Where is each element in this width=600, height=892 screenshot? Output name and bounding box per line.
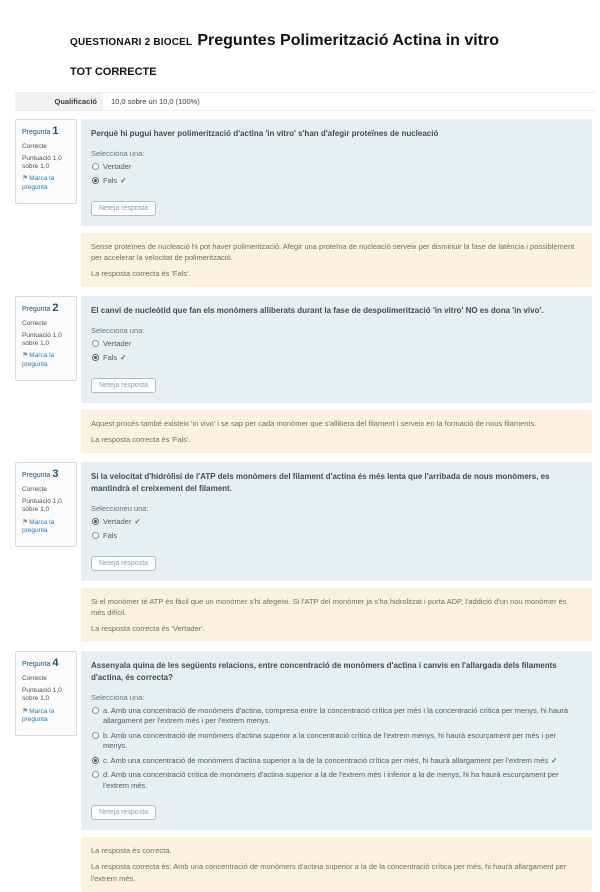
correct-check-icon: ✓ xyxy=(134,516,141,526)
option-label: b. Amb una concentració de monòmers d'actina superior a la concentració crítica de l'extrem menys, hi haurà escurçament per més i per menys. xyxy=(103,730,557,751)
radio-option-c[interactable] xyxy=(91,756,582,767)
question-formulation xyxy=(81,462,592,580)
question-word: Pregunta xyxy=(22,472,51,480)
question-state: Correcte xyxy=(22,142,47,150)
flag-icon: ⚑ xyxy=(22,175,29,183)
grade-label: Qualificació xyxy=(15,93,103,110)
flag-label: Marca la pregunta xyxy=(22,175,55,191)
question-number xyxy=(22,302,71,316)
correct-check-icon: ✓ xyxy=(551,755,558,765)
feedback-box xyxy=(81,410,592,454)
question-word: Pregunta xyxy=(22,129,51,136)
flag-label: Marca la pregunta xyxy=(22,352,55,369)
feedback-text: La resposta és correcta. xyxy=(91,846,172,856)
question-info-2 xyxy=(15,296,77,381)
question-info-3 xyxy=(15,462,77,547)
radio-option-vertader[interactable] xyxy=(91,339,582,350)
review-subtitle: TOT CORRECTE xyxy=(70,66,157,78)
question-points: Puntuació 1,0 sobre 1,0 xyxy=(22,498,62,514)
feedback-text: Sense proteïnes de nucleació hi pot haver polimerització. Afegir una proteïna de nucleació serveix per disminuir la fase de latència i possiblement per accelerar la velocitat de polimerització. xyxy=(91,241,575,262)
question-word: Pregunta xyxy=(22,661,51,669)
radio-option-d[interactable] xyxy=(91,770,582,791)
question-block-3 xyxy=(15,462,592,642)
radio-icon[interactable] xyxy=(92,354,99,361)
question-formulation xyxy=(81,296,592,403)
radio-option-b[interactable] xyxy=(91,731,582,752)
option-label: Vertader xyxy=(103,516,132,526)
question-number xyxy=(22,468,71,482)
question-block-4 xyxy=(15,651,592,891)
radio-option-vertader[interactable] xyxy=(91,517,582,528)
question-formulation xyxy=(81,119,592,226)
flag-label: Marca la pregunta xyxy=(22,518,55,535)
option-label: a. Amb una concentració de monòmers d'actina, compresa entre la concentració crítica per més i la concentració crítica per menys, hi haurà allargament per l'extrem més i per l'extrem menys. xyxy=(103,705,568,726)
correct-answer-text: La resposta correcta és 'Fals'. xyxy=(91,435,191,445)
flag-question-link[interactable] xyxy=(22,519,71,536)
radio-option-vertader[interactable] xyxy=(91,162,582,173)
question-block-1 xyxy=(15,119,592,287)
radio-icon[interactable] xyxy=(92,732,99,739)
radio-icon[interactable] xyxy=(92,757,99,764)
answer-prompt: Seleccioneu una: xyxy=(91,503,149,513)
feedback-text: Aquest procés també existeix 'in vivo' i se sap per cada monòmer que s'allibera del filament i serveix en la formació de nous filaments. xyxy=(91,418,537,428)
question-state: Correcte xyxy=(22,486,47,494)
flag-question-link[interactable] xyxy=(22,708,71,725)
correct-check-icon: ✓ xyxy=(120,176,127,186)
question-number-value: 2 xyxy=(52,302,59,315)
flag-question-link[interactable] xyxy=(22,175,71,192)
flag-label: Marca la pregunta xyxy=(22,707,55,724)
question-number-value: 1 xyxy=(52,125,59,137)
radio-icon[interactable] xyxy=(92,177,99,184)
question-state: Correcte xyxy=(22,675,47,683)
radio-option-a[interactable] xyxy=(91,706,582,727)
question-formulation xyxy=(81,651,592,830)
option-label: Fals xyxy=(103,176,118,186)
correct-answer-text: La resposta correcta és 'Vertader'. xyxy=(91,624,205,634)
question-main-4 xyxy=(81,651,592,891)
clear-answer-button[interactable]: Neteja resposta xyxy=(91,201,156,216)
radio-icon[interactable] xyxy=(92,163,99,170)
question-text: Assenyala quina de les següents relacions, entre concentració de monòmers d'actina i canvis en l'allargada dels filaments d'actina, és correcta? xyxy=(91,661,557,682)
flag-icon: ⚑ xyxy=(22,707,29,715)
feedback-box xyxy=(81,588,592,643)
radio-icon[interactable] xyxy=(92,771,99,778)
correct-answer-text: La resposta correcta és: Amb una concentració de monòmers d'actina superior a la de la concentració crítica per més, hi haurà allargament per l'extrem més. xyxy=(91,862,567,883)
flag-question-link[interactable] xyxy=(22,352,71,369)
question-main-3 xyxy=(81,462,592,642)
question-points: Puntuació 1,0 sobre 1,0 xyxy=(22,687,62,703)
question-info-1 xyxy=(15,119,77,204)
question-number xyxy=(22,125,71,139)
grade-value: 10,0 sobre un 10,0 (100%) xyxy=(111,97,200,106)
question-points: Puntuació 1,0 sobre 1,0 xyxy=(22,332,62,348)
correct-answer-text: La resposta correcta és 'Fals'. xyxy=(91,269,191,279)
option-label: c. Amb una concentració de monòmers d'actina superior a la de la concentració crítica per més, hi haurà allargament per l'extrem més xyxy=(103,755,549,765)
question-number-value: 4 xyxy=(52,657,59,670)
question-state: Correcte xyxy=(22,320,47,328)
option-label: Fals xyxy=(103,531,118,541)
option-label: Fals xyxy=(103,353,118,363)
radio-option-fals[interactable] xyxy=(91,176,582,187)
question-points: Puntuació 1,0 sobre 1,0 xyxy=(22,154,62,170)
feedback-box xyxy=(81,837,592,892)
question-main-2 xyxy=(81,296,592,453)
clear-answer-button[interactable]: Neteja resposta xyxy=(91,378,156,393)
feedback-text: Si el monòmer té ATP és fàcil que un monòmer s'hi afegeixi. Si l'ATP del monòmer ja s'ha hidrolitzat i porta ADP, l'addició d'un nou monòmer és més difícil. xyxy=(91,596,567,617)
radio-icon[interactable] xyxy=(92,340,99,347)
question-text: Si la velocitat d'hidròlisi de l'ATP dels monòmers del filament d'actina és més lenta que l'arribada de nous monòmers, es mantindrà el creixement del filament. xyxy=(91,472,550,494)
radio-icon[interactable] xyxy=(92,532,99,539)
clear-answer-button[interactable]: Neteja resposta xyxy=(91,556,156,571)
question-text: El canvi de nucleòtid que fan els monòmers alliberats durant la fase de despolimerització 'in vitro' NO es dona 'in vivo'. xyxy=(91,306,544,316)
question-number xyxy=(22,657,71,671)
grade-row xyxy=(15,92,595,111)
question-block-2 xyxy=(15,296,592,453)
flag-icon: ⚑ xyxy=(22,352,29,360)
option-label: d. Amb una concentració crítica de monòmers d'actina superior a la de l'extrem més i inferior a la de menys, hi ha haurà escurçament per l'extrem més. xyxy=(103,770,559,790)
radio-option-fals[interactable] xyxy=(91,531,582,542)
clear-answer-button[interactable]: Neteja resposta xyxy=(91,805,156,820)
question-number-value: 3 xyxy=(52,468,59,481)
radio-icon[interactable] xyxy=(92,707,99,714)
page-header xyxy=(70,32,580,78)
feedback-box xyxy=(81,233,592,288)
question-text: Perquè hi pugui haver polimerització d'actina 'in vitro' s'han d'afegir proteïnes de nucleació xyxy=(91,129,439,138)
answer-prompt: Selecciona una: xyxy=(91,692,145,702)
questions-list xyxy=(15,119,592,892)
course-label: QUESTIONARI 2 BIOCEL xyxy=(70,37,193,48)
option-label: Vertader xyxy=(103,338,132,348)
option-label: Vertader xyxy=(103,161,132,171)
answer-prompt: Selecciona una: xyxy=(91,148,145,158)
radio-icon[interactable] xyxy=(92,518,99,525)
question-info-4 xyxy=(15,651,77,736)
question-main-1 xyxy=(81,119,592,287)
radio-option-fals[interactable] xyxy=(91,353,582,364)
flag-icon: ⚑ xyxy=(22,518,29,526)
page-title: Preguntes Polimerització Actina in vitro xyxy=(197,32,500,49)
question-word: Pregunta xyxy=(22,306,51,314)
answer-prompt: Selecciona una: xyxy=(91,325,145,335)
correct-check-icon: ✓ xyxy=(120,353,127,363)
